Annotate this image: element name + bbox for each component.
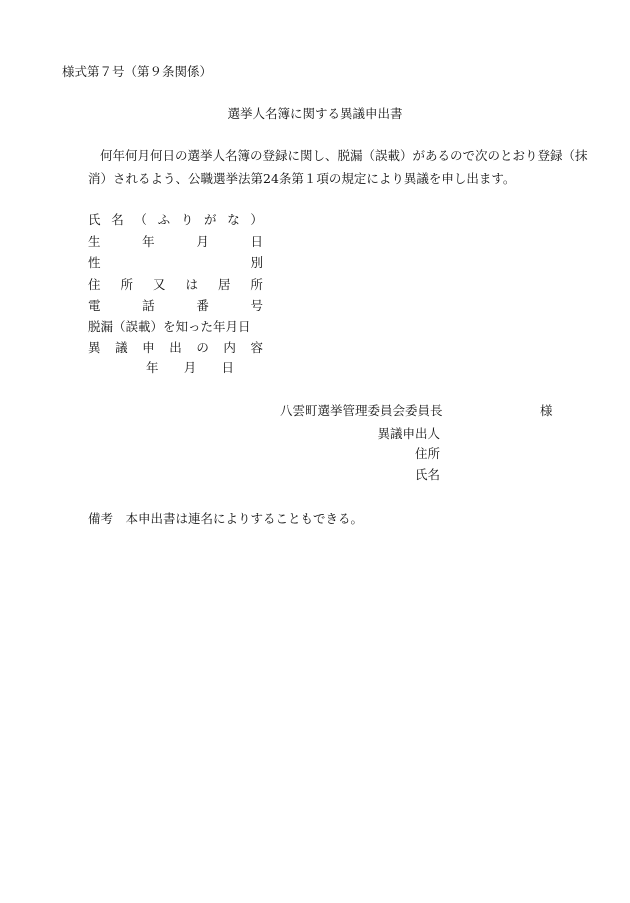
field-label-char: り — [180, 212, 194, 227]
field-label-char: 内 — [223, 340, 236, 355]
field-label-char: 名 — [111, 212, 124, 227]
field-label-char: 居 — [217, 277, 231, 292]
name-label: 氏名 — [414, 467, 440, 482]
field-label — [88, 236, 263, 249]
field-label-char: な — [227, 212, 240, 227]
date-part: 日 — [221, 360, 234, 375]
field-label-char: 年 — [142, 234, 155, 249]
field-label — [88, 321, 263, 334]
field-label — [88, 257, 263, 270]
applicant-label: 異議申出人 — [377, 426, 440, 441]
field-label — [88, 342, 263, 355]
honorific: 様 — [540, 403, 553, 418]
address-label: 住所 — [414, 446, 440, 461]
field-label-char: 日 — [250, 234, 263, 249]
field-label-char: 電 — [88, 298, 101, 313]
field-label — [88, 279, 263, 292]
date-line — [146, 362, 234, 375]
field-label-char: 所 — [120, 277, 133, 292]
field-label-char: 号 — [250, 298, 263, 313]
field-label-char: 所 — [250, 277, 263, 292]
field-label-char: 異 — [88, 340, 101, 355]
field-label — [88, 300, 263, 313]
field-label — [88, 214, 263, 227]
field-label-char: ふ — [157, 212, 171, 227]
addressee: 八雲町選挙管理委員会委員長 — [280, 403, 443, 418]
intro-line-1: 何年何月何日の選挙人名簿の登録に関し、脱漏（誤載）があるので次のとおり登録（抹 — [100, 148, 588, 163]
field-label-char: 又 — [152, 277, 166, 292]
field-label-char: 氏 — [88, 212, 101, 227]
intro-line-2: 消）されるよう、公職選挙法第24条第１項の規定により異議を申し出ます。 — [88, 171, 516, 186]
field-label-char: 番 — [196, 298, 209, 313]
field-label-char: 生 — [88, 234, 101, 249]
note: 備考 本申出書は連名によりすることもできる。 — [88, 511, 364, 526]
field-label-char: 月 — [196, 234, 209, 249]
form-number: 様式第７号（第９条関係） — [62, 64, 213, 79]
field-label-char: 出 — [169, 340, 182, 355]
field-label-char: が — [204, 212, 217, 227]
date-part: 月 — [183, 360, 197, 375]
field-label-char: 議 — [115, 340, 128, 355]
field-label-char: 別 — [250, 255, 263, 270]
field-label-char: 脱漏（誤載）を知った年月日 — [88, 319, 251, 334]
field-label-char: 申 — [142, 340, 155, 355]
field-label-char: は — [185, 277, 198, 292]
field-label-char: （ — [134, 212, 147, 227]
field-label-char: 話 — [142, 298, 155, 313]
field-label-char: 性 — [88, 255, 101, 270]
document-title: 選挙人名簿に関する異議申出書 — [227, 106, 403, 121]
field-label-char: 容 — [250, 340, 263, 355]
date-part: 年 — [146, 360, 159, 375]
field-label-char: の — [196, 340, 209, 355]
field-label-char: ） — [250, 212, 263, 227]
field-label-char: 住 — [88, 277, 101, 292]
